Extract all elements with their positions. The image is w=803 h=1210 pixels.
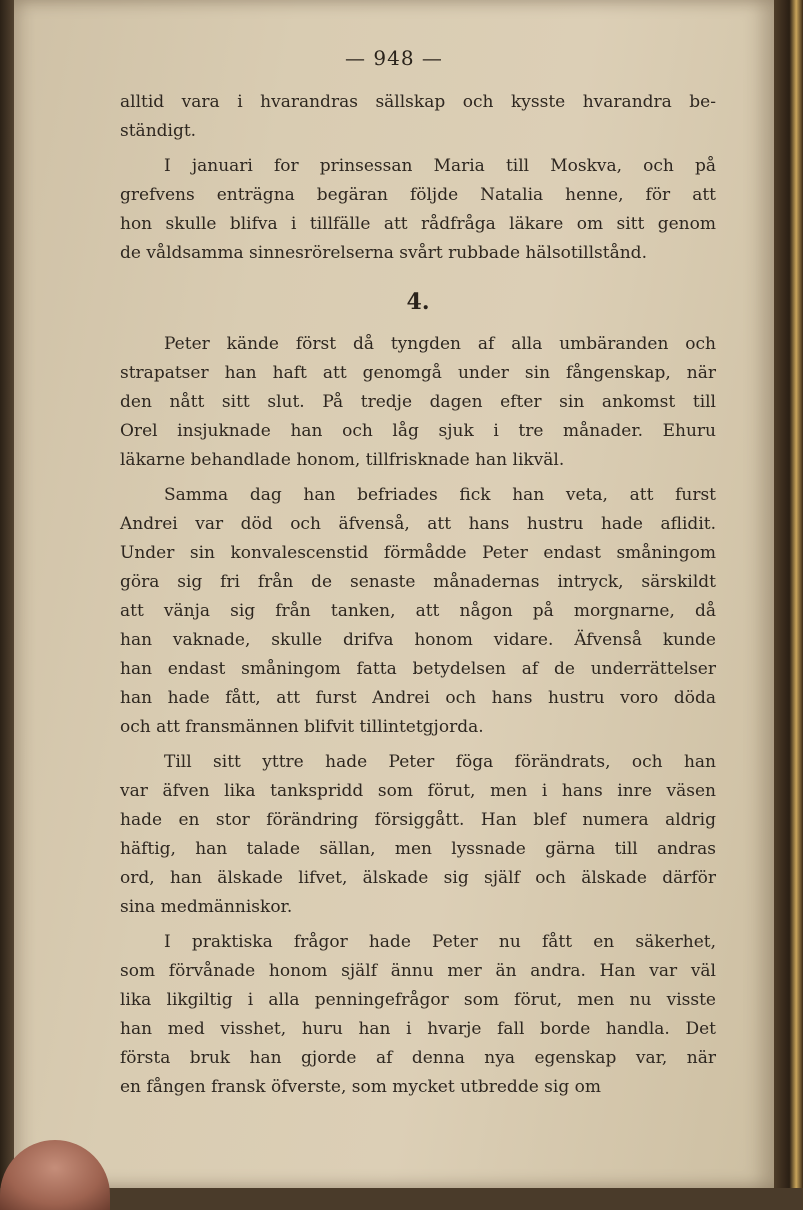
text-line: ständigt.: [120, 121, 197, 141]
text-line: strapatser han haft att genomgå under sin fångenskap, när: [120, 363, 716, 383]
text-line: Peter kände först då tyngden af alla umbäranden och: [164, 334, 716, 354]
paragraph-spacer: [120, 1102, 716, 1108]
section-number: 4.: [406, 289, 430, 315]
text-line: häftig, han talade sällan, men lyssnade gärna till andras: [120, 839, 716, 859]
text-line: och att fransmännen blifvit tillintetgjorda.: [120, 717, 484, 737]
text-line: sina medmänniskor.: [120, 897, 293, 917]
paragraph: [120, 481, 716, 742]
text-line: göra sig fri från de senaste månadernas intryck, särskildt: [120, 572, 716, 592]
text-line: Andrei var död och äfvenså, att hans hustru hade aflidit.: [120, 514, 716, 534]
text-line: att vänja sig från tanken, att någon på morgnarne, då: [120, 601, 716, 621]
text-line: de våldsamma sinnesrörelserna svårt rubbade hälsotillstånd.: [120, 243, 647, 263]
text-line: lika likgiltig i alla penningefrågor som förut, men nu visste: [120, 990, 716, 1010]
page-number: — 948 —: [345, 46, 443, 70]
text-line: hade en stor förändring försiggått. Han blef numera aldrig: [120, 810, 716, 830]
text-line: den nått sitt slut. På tredje dagen efter sin ankomst till: [120, 392, 716, 412]
book-page: [14, 0, 774, 1188]
text-line: han hade fått, att furst Andrei och hans hustru voro döda: [120, 688, 716, 708]
text-line: han vaknade, skulle drifva honom vidare. Äfvenså kunde: [120, 630, 716, 650]
text-line: Orel insjuknade han och låg sjuk i tre månader. Ehuru: [120, 421, 716, 441]
text-line: läkarne behandlade honom, tillfrisknade han likväl.: [120, 450, 565, 470]
text-line: I praktiska frågor hade Peter nu fått en säkerhet,: [164, 932, 716, 952]
text-line: var äfven lika tankspridd som förut, men i hans inre väsen: [120, 781, 716, 801]
paragraph: [120, 928, 716, 1102]
text-line: första bruk han gjorde af denna nya egenskap var, när: [120, 1048, 716, 1068]
paragraph: [120, 330, 716, 475]
paragraph: [120, 88, 716, 146]
adjacent-page-edge: [769, 0, 803, 1188]
text-line: I januari for prinsessan Maria till Moskva, och på: [164, 156, 716, 176]
text-line: han endast småningom fatta betydelsen af de underrättelser: [120, 659, 716, 679]
page-text: [120, 88, 716, 1108]
text-line: Till sitt yttre hade Peter föga förändrats, och han: [164, 752, 716, 772]
text-line: alltid vara i hvarandras sällskap och kysste hvarandra be-: [120, 92, 716, 112]
text-line: hon skulle blifva i tillfälle att rådfråga läkare om sitt genom: [120, 214, 716, 234]
text-line: en fången fransk öfverste, som mycket utbredde sig om: [120, 1077, 601, 1097]
text-line: Samma dag han befriades fick han veta, att furst: [164, 485, 716, 505]
text-line: som förvånade honom själf ännu mer än andra. Han var väl: [120, 961, 716, 981]
text-line: ord, han älskade lifvet, älskade sig själf och älskade därför: [120, 868, 716, 888]
paragraph: [120, 748, 716, 922]
text-line: han med visshet, huru han i hvarje fall borde handla. Det: [120, 1019, 716, 1039]
text-line: Under sin konvalescenstid förmådde Peter endast småningom: [120, 543, 716, 563]
paragraph: [120, 152, 716, 268]
text-line: grefvens enträgna begäran följde Natalia henne, för att: [120, 185, 716, 205]
